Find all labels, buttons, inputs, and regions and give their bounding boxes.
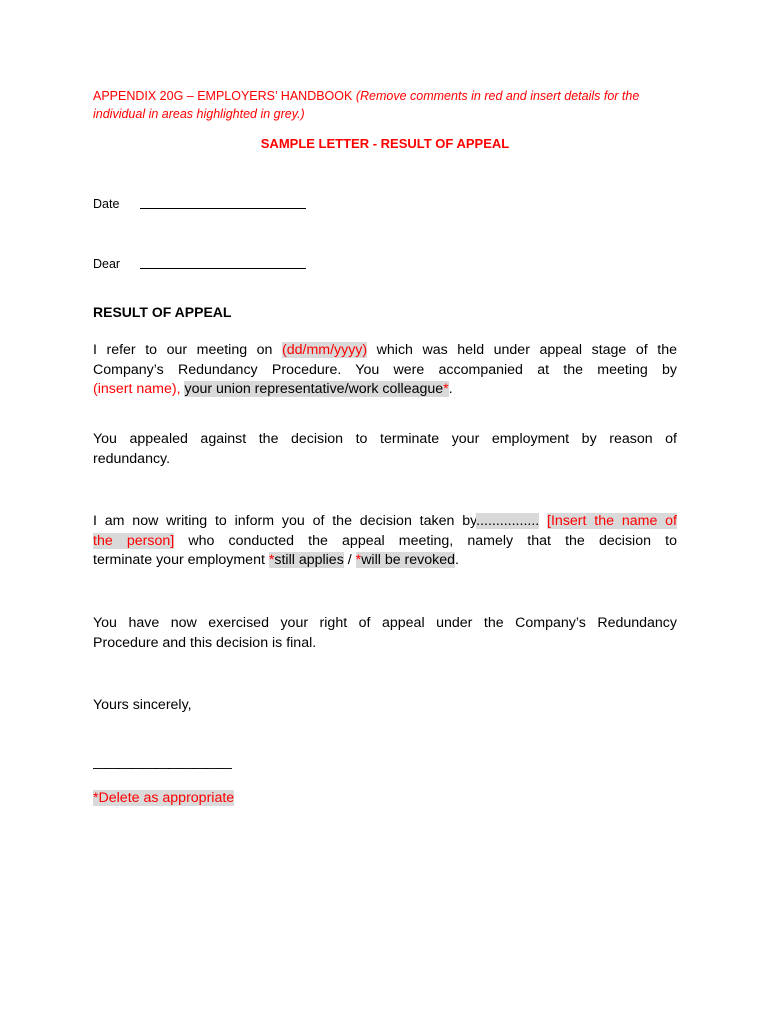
paragraph-line — [93, 532, 677, 552]
text: still applies — [274, 552, 344, 568]
meeting-date-placeholder[interactable]: (dd/mm/yyyy) — [282, 342, 368, 358]
appendix-header — [93, 86, 639, 106]
decision-maker-placeholder[interactable]: the person] — [93, 532, 175, 549]
text: who conducted the appeal meeting, namely that the decision to — [188, 532, 677, 549]
section-heading: RESULT OF APPEAL — [93, 304, 232, 320]
paragraph-line — [93, 341, 677, 361]
paragraph-line — [93, 512, 677, 532]
decision-maker-placeholder[interactable]: [Insert the name of — [547, 513, 677, 529]
companion-name-placeholder[interactable]: (insert name), — [93, 381, 181, 397]
paragraph-line — [93, 551, 677, 571]
text: . — [448, 381, 453, 397]
decision-option-revoked[interactable] — [356, 552, 455, 568]
delete-as-appropriate-note: *Delete as appropriate — [93, 790, 235, 806]
text: your union representative/work colleague — [184, 381, 444, 397]
paragraph-line: You have now exercised your right of appeal under the Company’s Redundancy — [93, 615, 677, 631]
text: I refer to our meeting on — [93, 342, 273, 358]
delete-marker: * — [355, 552, 362, 568]
text: which was held under appeal stage of the — [376, 342, 677, 358]
delete-marker: * — [443, 381, 449, 397]
date-field[interactable] — [140, 196, 306, 209]
companion-role-option[interactable] — [184, 381, 448, 397]
text: I am now writing to inform you of the decision taken by — [93, 513, 477, 529]
text: will be revoked — [361, 552, 456, 568]
instruction-text-line2: individual in areas highlighted in grey.) — [93, 107, 305, 121]
paragraph-appeal — [93, 430, 677, 469]
paragraph-line: redundancy. — [93, 450, 171, 467]
recipient-field[interactable] — [140, 256, 306, 269]
date-label: Date — [93, 197, 120, 211]
delete-marker: * — [268, 552, 275, 568]
paragraph-final — [93, 614, 677, 653]
appendix-title: APPENDIX 20G – EMPLOYERS’ HANDBOOK — [93, 89, 353, 103]
text: . — [455, 552, 459, 568]
text: terminate your employment — [93, 552, 265, 568]
paragraph-meeting — [93, 341, 677, 400]
page-title: SAMPLE LETTER - RESULT OF APPEAL — [260, 136, 510, 151]
paragraph-line: You appealed against the decision to terminate your employment by reason of — [93, 431, 677, 447]
signature-line[interactable]: ——————————— — [93, 759, 231, 775]
text: / — [347, 552, 352, 568]
dear-label: Dear — [93, 257, 121, 271]
instruction-text: (Remove comments in red and insert details for the — [355, 89, 640, 103]
decision-option-applies[interactable] — [269, 552, 344, 568]
paragraph-decision — [93, 512, 677, 571]
paragraph-line — [93, 380, 677, 400]
paragraph-line: Company’s Redundancy Procedure. You were accompanied at the meeting by — [93, 361, 677, 378]
paragraph-line: Procedure and this decision is final. — [93, 634, 317, 651]
decision-maker-dots[interactable]: ................ — [476, 513, 540, 529]
closing: Yours sincerely, — [93, 697, 192, 713]
footnote — [93, 789, 234, 809]
